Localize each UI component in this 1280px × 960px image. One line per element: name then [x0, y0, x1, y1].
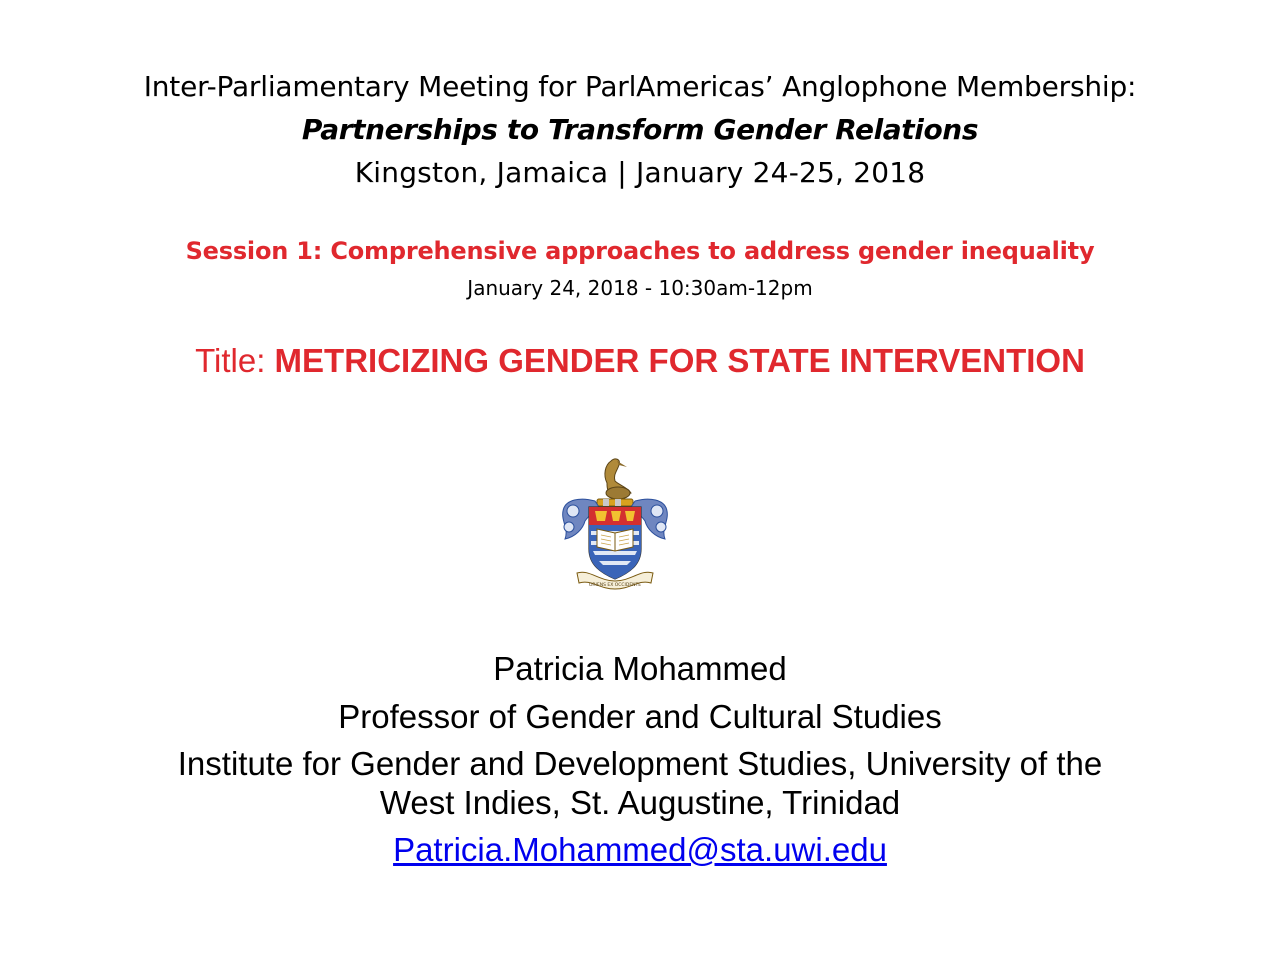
meeting-title: Inter-Parliamentary Meeting for ParlAmericas’ Anglophone Membership: [143, 70, 1137, 103]
presenter-institute-line1: Institute for Gender and Development Studies, University of the [177, 745, 1103, 782]
presenter-email [0, 831, 1280, 869]
session-datetime: January 24, 2018 - 10:30am-12pm [467, 276, 813, 300]
crest-motto: ORIENS EX OCCIDENTE [588, 583, 642, 588]
session-label: Session 1: Comprehensive approaches to address gender inequality [185, 237, 1095, 265]
presentation-title [0, 342, 1280, 380]
title-text: METRICIZING GENDER FOR STATE INTERVENTION [274, 342, 1085, 379]
meeting-theme: Partnerships to Transform Gender Relations [301, 113, 979, 146]
meeting-location-date: Kingston, Jamaica | January 24-25, 2018 [354, 156, 926, 189]
presenter-institute-line2: West Indies, St. Augustine, Trinidad [379, 784, 901, 821]
presenter-role: Professor of Gender and Cultural Studies [338, 698, 942, 735]
email-link[interactable]: Patricia.Mohammed@sta.uwi.edu [393, 831, 887, 868]
university-crest-icon [555, 445, 675, 590]
title-prefix: Title: [195, 342, 275, 379]
presenter-name: Patricia Mohammed [493, 650, 787, 687]
